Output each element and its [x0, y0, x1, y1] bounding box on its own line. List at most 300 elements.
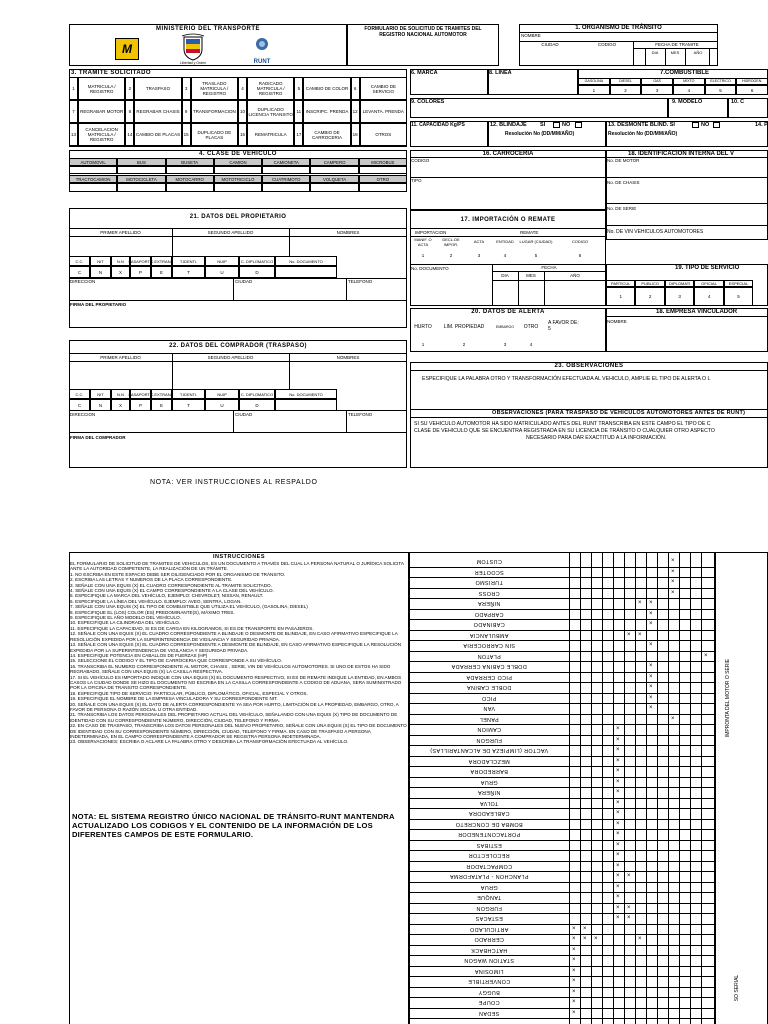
x-mark-icon: × — [649, 600, 653, 606]
prop-segundo-apellido-input[interactable] — [173, 237, 288, 255]
observaciones-input[interactable] — [411, 384, 767, 408]
clase-option-checkbox[interactable] — [262, 166, 310, 174]
prop-telefono-input[interactable] — [347, 285, 406, 299]
body-col-line — [580, 552, 581, 1024]
tramite-option-label: CAMBIO DE COLOR — [303, 77, 350, 100]
doc-type-option[interactable]: E — [151, 399, 172, 411]
body-type-label: PORTACONTENEDOR — [457, 831, 521, 837]
clase-option-checkbox[interactable] — [310, 166, 358, 174]
body-row-line — [409, 924, 715, 925]
x-mark-icon: × — [671, 558, 675, 564]
instruction-item: 17. SI EL VEHÍCULO ES IMPORTADO INDIQUE CON UNA EQUIS (X) EL DOCUMENTO RESPECTIVO, SI ES DE REMATE INDIQUE LA ENTIDAD, EN AMBOS CASOS LA CIUDAD DONDE SE HIZO EL DOCUMENTO NO ESCRIBA EN LA CASILLA CORRESPONDIENTE A CODIGO DE ADUANA, SERA SUMINISTRADO POR LA OFICINA DE TRANSITO CORRESPONDIENTE. — [70, 674, 402, 691]
doc-type-option[interactable]: X — [111, 399, 130, 411]
capacidad-label: 11. CAPACIDAD Kg/PS — [411, 122, 465, 128]
tramite-number[interactable]: 15 — [182, 123, 191, 146]
combustible-option[interactable]: 4 — [673, 85, 705, 95]
body-row-line — [409, 567, 715, 568]
x-mark-icon: × — [616, 810, 620, 816]
body-row-line — [409, 577, 715, 578]
clase-option-checkbox[interactable] — [359, 166, 407, 174]
empresa-nombre-label: NOMBRE — [607, 319, 627, 324]
clase-option-label: BUSETA — [166, 158, 214, 166]
x-mark-icon: × — [638, 936, 642, 942]
body-row-line — [409, 955, 715, 956]
doc-type-label: No. DOCUMENTO — [275, 256, 337, 266]
tramite-option-label: TRASPASO — [134, 77, 181, 100]
servicio-option-label: PARTICUL — [606, 280, 635, 287]
doc-type-label: NUIP — [205, 256, 239, 266]
doc-type-option[interactable]: T — [172, 399, 205, 411]
instruction-item: 6. ESPECIFIQUE LA LÍNEA DEL VEHÍCULO. EJEMPLO: AVEO, SENTRA, LOGAN. — [70, 598, 242, 604]
organismo-nombre-input[interactable] — [545, 33, 717, 41]
tramite-number[interactable]: 8 — [125, 100, 134, 123]
x-mark-icon: × — [671, 568, 675, 575]
alerta-option[interactable]: 3 — [503, 342, 507, 347]
body-type-label: DOBLE CABINA CERRADA — [451, 663, 527, 669]
instruction-item: 11. ESPECIFIQUE LA CAPACIDAD, SI ES DE CARGA EN KILOGRAMOS, SI ES DE TRANSPORTE EN PASAJEROS. — [70, 625, 314, 631]
imp-no-doc-input[interactable] — [411, 272, 491, 305]
x-mark-icon: × — [616, 873, 620, 879]
clase-option-checkbox[interactable] — [166, 166, 214, 174]
x-mark-icon: × — [627, 631, 631, 638]
body-row-line — [409, 861, 715, 862]
body-type-label: NIÑERA — [477, 600, 501, 606]
doc-number-input[interactable] — [275, 399, 337, 411]
instrucciones-nota-final: NOTA: EL SISTEMA REGISTRO ÚNICO NACIONAL DE TRÁNSITO-RUNT MANTENDRA ACTUALIZADO LOS CODIGOS Y EL CONTENIDO DE LA INFORMACIÓN DE LOS DIFERENTES CAMPOS DE ESTE FORMULARIO. — [72, 812, 395, 839]
alerta-option[interactable]: 1 — [421, 342, 425, 347]
body-type-label: CERRADO — [474, 936, 504, 942]
servicio-option[interactable]: 3 — [665, 287, 694, 306]
importacion-option-label: DECL.DE IMPOR. — [442, 236, 460, 247]
doc-type-label: T.IDENTI. — [172, 389, 205, 399]
instruction-item: 1. NO ESCRIBA EN ESTE ESPACIO DEBE SER DILIGENCIADO POR EL ORGANISMO DE TRÁNSITO. — [70, 571, 286, 577]
imp-ano-label: AÑO — [570, 273, 580, 278]
colores-field[interactable] — [410, 98, 668, 118]
tramite-number[interactable]: 14 — [125, 123, 134, 146]
alerta-option[interactable]: 4 — [529, 342, 533, 347]
instruction-item: 12. SEÑALE CON UNA EQUIS (X) EL CUADRO CORRESPONDIENTE A BLINDAJE O DESMONTE DE BLINDAJE, EN CASO AFIRMATIVO ESPECIFIQUE LA RESOLUCIÓN EXPEDIDA POR LA SUPERINTENDENCIA DE VIGILANCIA Y SEGURIDAD PRIVADA. — [70, 631, 398, 642]
fecha-mes-label: MES — [670, 50, 680, 55]
ministry-logo: M — [115, 38, 139, 60]
clase-option-label: TRACTOCAMION — [69, 175, 117, 183]
body-type-label: VAN — [483, 705, 495, 711]
x-mark-icon: × — [583, 936, 587, 942]
comp-telefono-input[interactable] — [347, 418, 406, 431]
doc-type-option[interactable]: X — [111, 266, 130, 278]
alerta-favor-input[interactable] — [548, 332, 604, 350]
imp-mes-label: MES — [526, 273, 536, 278]
clase-option-label: CUATRIMOTO — [262, 175, 310, 183]
imp-fecha-label: FECHA — [541, 265, 557, 270]
body-type-label: TURISMO — [475, 579, 503, 585]
carroceria-tipo-input[interactable] — [411, 184, 605, 208]
tramite-option-label: MATRICULA / REGISTRO — [78, 77, 125, 100]
desmonte-label: 13. DESMONTE BLIND. SI — [608, 122, 675, 128]
body-row-line — [409, 693, 715, 694]
x-mark-icon: × — [649, 621, 653, 627]
x-mark-icon: × — [638, 631, 642, 638]
x-mark-icon: × — [649, 694, 653, 701]
clase-option-label: MOTOCARRO — [166, 175, 214, 183]
prop-firma-input[interactable] — [70, 308, 406, 327]
body-col-line — [624, 552, 625, 1024]
x-mark-icon: × — [572, 1009, 576, 1016]
clase-option-checkbox[interactable] — [117, 183, 165, 192]
carroceria-codigo-label: CODIGO — [411, 158, 430, 163]
body-row-line — [409, 630, 715, 631]
x-mark-icon: × — [616, 789, 620, 795]
body-type-label: CABLEADORA — [468, 810, 510, 816]
x-mark-icon: × — [627, 915, 631, 921]
organismo-codigo-label: CODIGO — [597, 42, 617, 47]
body-col-line — [668, 552, 669, 1024]
doc-type-label: PASAPORTE — [130, 256, 151, 266]
x-mark-icon: × — [649, 684, 653, 690]
instruction-item: EL FORMULARIO DE SOLICITUD DE TRAMITES DE VEHICULOS, ES UN DOCUMENTO A TRAVÉS DEL CUAL LA PERSONA NATURAL O JURÍDICA SOLICITA ANTE LA AUTORIDAD COMPETENTE, LA REALIZACIÓN DE UN TRÁMITE. — [70, 561, 404, 572]
instruction-item: 8. ESPECIFIQUE EL (LOS) COLOR (ES) PREDOMINANTE(S), MÁXIMO TRES. — [70, 609, 235, 615]
chasis-input[interactable] — [607, 186, 767, 202]
alerta-favor-label: A FAVOR DE: — [548, 320, 579, 326]
instruction-item: 13. SEÑALE CON UNA EQUIS (X) EL CUADRO CORRESPONDIENTE A DESMONTE DE BLINDAJE, EN CASO AFIRMATIVO ESPECIFIQUE LA RESOLUCIÓN EXPEDIDA POR LA SUPERINTENDENCIA DE VIGILANCIA Y SEGURIDAD PRIVADA. — [70, 642, 402, 653]
tramite-number[interactable]: 3 — [182, 77, 191, 100]
doc-type-label: NUIP — [205, 389, 239, 399]
serie-input[interactable] — [607, 212, 767, 224]
tramite-number[interactable]: 4 — [238, 77, 247, 100]
combustible-option[interactable]: 2 — [610, 85, 642, 95]
tramite-option-label: INSCRIPC. PRENDA — [303, 100, 350, 123]
tramite-number[interactable]: 6 — [351, 77, 360, 100]
doc-type-option[interactable]: E — [151, 266, 172, 278]
tramite-option-label: DUPLICADO DE PLACAS — [191, 123, 238, 146]
x-mark-icon: × — [627, 904, 631, 911]
body-row-line — [409, 756, 715, 757]
desmonte-si-checkbox[interactable] — [692, 122, 699, 128]
prop-primer-apellido-input[interactable] — [70, 237, 171, 255]
clase-option-label: BUS — [117, 158, 165, 166]
instruction-item: 14. ESPECIFIQUE POTENCIA EN CABALLOS DE FUERZAS (HP) — [70, 652, 208, 658]
colombia-shield-icon — [180, 33, 206, 63]
colores-label: 9. COLORES — [411, 99, 445, 105]
doc-type-option[interactable]: P — [130, 266, 151, 278]
x-mark-icon: × — [616, 736, 620, 743]
tramite-number[interactable]: 5 — [294, 77, 303, 100]
body-row-line — [409, 588, 715, 589]
linea-label: 8. LINEA — [489, 70, 512, 76]
instrucciones-title: INSTRUCCIONES — [212, 554, 266, 560]
tramite-number[interactable]: 1 — [69, 77, 78, 100]
desmonte-no-label: NO — [701, 122, 710, 128]
body-row-line — [409, 682, 715, 683]
prop-direccion-input[interactable] — [70, 285, 232, 299]
carroceria-codigo-input[interactable] — [411, 164, 605, 176]
tramite-number[interactable]: 11 — [294, 100, 303, 123]
body-row-line — [409, 724, 715, 725]
prop-telefono-label: TELEFONO — [348, 279, 373, 284]
instruction-item: 20. SEÑALE CON UNA EQUIS (X) EL DATO DE ALERTA CORRESPONDIENTE YA SEA POR HURTO, LIMITACIÓN DE LA PROPIEDAD, EMBARGO, OTRO, A FAVOR DE PERSONA O RAZÓN SOCIAL U OTRA ENTIDAD. — [70, 701, 399, 712]
tramite-number[interactable]: 16 — [238, 123, 247, 146]
servicio-option[interactable]: 2 — [635, 287, 664, 306]
comp-primer-apellido-input[interactable] — [70, 362, 171, 388]
observaciones-traspaso-title: OBSERVACIONES (PARA TRASPASO DE VEHICULOS AUTOMOTORES ANTES DE RUNT) — [492, 410, 746, 416]
desmonte-resolucion-label: Resolución No (DD/MM/AÑO) — [608, 131, 678, 137]
x-mark-icon: × — [616, 799, 620, 806]
body-type-label: CABINADO — [473, 621, 505, 627]
servicio-option-label: ESPECIAL — [724, 280, 753, 287]
body-type-label: NIÑERA — [477, 789, 501, 795]
tramite-number[interactable]: 12 — [351, 100, 360, 123]
body-row-line — [409, 777, 715, 778]
imp-no-doc-label: No. DOCUMENTO — [411, 266, 449, 271]
body-row-line — [409, 609, 715, 610]
x-mark-icon: × — [572, 957, 576, 963]
importacion-option[interactable]: 2 — [449, 253, 453, 258]
doc-type-option[interactable]: U — [205, 399, 239, 411]
alerta-option[interactable]: 2 — [462, 342, 466, 347]
body-type-label: ESTACAS — [475, 915, 503, 921]
clase-option-checkbox[interactable] — [262, 183, 310, 192]
doc-type-label: PASAPORTE — [130, 389, 151, 399]
x-mark-icon: × — [572, 967, 576, 974]
servicio-option[interactable]: 5 — [724, 287, 753, 306]
body-row-line — [409, 892, 715, 893]
body-row-line — [409, 987, 715, 988]
doc-type-label: N.N — [111, 389, 130, 399]
body-type-label: CAMION — [477, 726, 501, 732]
combustible-option-label: ELECTRICO — [705, 78, 737, 85]
prop-nombres-input[interactable] — [290, 237, 406, 255]
tramite-option-label: TRASLADO MATRICULA / REGISTRO — [191, 77, 238, 100]
doc-type-option[interactable]: P — [130, 399, 151, 411]
clase-option-checkbox[interactable] — [310, 183, 358, 192]
blindaje-no-checkbox[interactable] — [575, 122, 582, 128]
importacion-option[interactable]: 5 — [534, 253, 538, 258]
observaciones-traspaso-input[interactable] — [411, 442, 767, 467]
body-col-line — [591, 552, 592, 1024]
tramite-title: 3. TRAMITE SOLICITADO — [71, 70, 151, 76]
body-type-label: AMBULANCIA — [469, 631, 509, 638]
serial-label: SO SERIAL — [734, 974, 740, 1002]
body-type-label: BUGGY — [478, 988, 500, 995]
x-mark-icon: × — [649, 673, 653, 680]
tramite-number[interactable]: 2 — [125, 77, 134, 100]
clase-option-checkbox[interactable] — [166, 183, 214, 192]
body-row-line — [409, 882, 715, 883]
combustible-option[interactable]: 5 — [705, 85, 737, 95]
x-mark-icon: × — [616, 820, 620, 827]
comp-firma-input[interactable] — [70, 442, 406, 467]
combustible-option[interactable]: 6 — [736, 85, 768, 95]
x-mark-icon: × — [572, 988, 576, 995]
servicio-option-label: DIPLOMATI — [665, 280, 694, 287]
doc-type-label: C. DIPLOMATICO — [239, 389, 275, 399]
body-type-label: STATION WAGON — [463, 957, 515, 963]
body-type-label: ESTIBAS — [476, 841, 502, 848]
doc-type-option[interactable]: N — [90, 266, 111, 278]
imp-dia-label: DIA — [501, 273, 509, 278]
motor-input[interactable] — [607, 164, 767, 176]
comp-firma-label: FIRMA DEL COMPRADOR — [70, 435, 126, 440]
blindaje-label: 12. BLINDAJE — [490, 122, 527, 128]
x-mark-icon: × — [671, 589, 675, 596]
doc-type-label: No. DOCUMENTO — [275, 389, 337, 399]
x-mark-icon: × — [616, 831, 620, 837]
doc-type-label: C.C. — [69, 389, 90, 399]
observaciones-traspaso-text3: NECESARIO PARA DAR EXACTITUD A LA INFORMACIÓN. — [526, 435, 667, 441]
body-row-line — [409, 913, 715, 914]
body-row-line — [409, 819, 715, 820]
blindaje-si-checkbox[interactable] — [553, 122, 560, 128]
x-mark-icon: × — [649, 663, 653, 669]
doc-type-option[interactable]: C — [69, 399, 90, 411]
tramite-number[interactable]: 9 — [182, 100, 191, 123]
body-type-label: PICO CERRADA — [466, 673, 512, 680]
body-type-label: CARPADO — [474, 610, 504, 617]
combustible-option[interactable]: 3 — [641, 85, 673, 95]
organismo-ciudad-input[interactable] — [520, 49, 632, 65]
doc-type-option[interactable]: C — [69, 266, 90, 278]
doc-type-label: C.EXTRANJ — [151, 256, 172, 266]
nota-respaldo: NOTA: VER INSTRUCCIONES AL RESPALDO — [150, 479, 318, 486]
form-title-line2: REGISTRO NACIONAL AUTOMOTOR — [379, 32, 467, 38]
empresa-nombre-input[interactable] — [607, 325, 767, 351]
potencia-label: 14. P — [755, 122, 768, 128]
body-type-label: GRUA — [480, 778, 498, 785]
body-type-label: PLANCHON - PLATAFORMA — [449, 873, 529, 879]
serie-label: No. DE SERIE — [607, 206, 637, 211]
doc-type-label: T.IDENTI. — [172, 256, 205, 266]
clase-option-checkbox[interactable] — [214, 183, 262, 192]
clase-option-checkbox[interactable] — [69, 183, 117, 192]
clase-option-label: VOLQUETA — [310, 175, 358, 183]
runt-text: RUNT — [253, 59, 271, 65]
doc-type-option[interactable]: N — [90, 399, 111, 411]
servicio-option[interactable]: 1 — [606, 287, 635, 306]
comp-segundo-apellido-input[interactable] — [173, 362, 288, 388]
importacion-option[interactable]: 1 — [421, 253, 425, 258]
tramite-number[interactable]: 18 — [351, 123, 360, 146]
importacion-option[interactable]: 6 — [578, 253, 582, 258]
tramite-option-label: LEVANTA. PRENDA — [360, 100, 407, 123]
comp-nombres-input[interactable] — [290, 362, 406, 388]
doc-type-option[interactable]: D — [239, 399, 275, 411]
body-type-label: BOMBA DE CONCRETO — [455, 820, 523, 827]
body-type-label: PANEL — [479, 715, 499, 722]
comp-direccion-input[interactable] — [70, 418, 232, 431]
prop-nombres-label: NOMBRES — [336, 230, 360, 235]
x-mark-icon: × — [616, 894, 620, 900]
shield-caption: Libertad y Orden — [179, 61, 207, 65]
body-row-line — [409, 903, 715, 904]
doc-number-input[interactable] — [275, 266, 337, 278]
body-col-line — [569, 552, 570, 1024]
doc-type-option[interactable]: T — [172, 266, 205, 278]
tramite-option-label: CAMBIO DE CARROCERIA — [303, 123, 350, 146]
body-type-label: CUSTOM — [476, 558, 502, 564]
clase-option-checkbox[interactable] — [359, 183, 407, 192]
organismo-nombre-label: NOMBRE — [521, 33, 541, 38]
prop-segundo-apellido-label: SEGUNDO APELLIDO — [207, 230, 254, 235]
tramite-number[interactable]: 13 — [69, 123, 78, 146]
identificacion-title: 18. IDENTIFICACION INTERNA DEL V — [628, 151, 735, 157]
body-row-line — [409, 997, 715, 998]
tramite-number[interactable]: 10 — [238, 100, 247, 123]
servicio-option[interactable]: 4 — [694, 287, 723, 306]
x-mark-icon: × — [616, 747, 620, 753]
servicio-option-label: PUBLICO — [635, 280, 664, 287]
combustible-option-label: GASOLINA — [578, 78, 610, 85]
body-type-label: VACTOR (LIMPIEZA DE ALCANTARILLAS) — [429, 747, 549, 753]
alerta-option-label: HURTO — [414, 323, 432, 330]
clase-option-label: OTRO — [359, 175, 407, 183]
tramite-number[interactable]: 7 — [69, 100, 78, 123]
doc-type-option[interactable]: U — [205, 266, 239, 278]
x-mark-icon: × — [704, 652, 708, 659]
importacion-option[interactable]: 3 — [477, 253, 481, 258]
importacion-option-label: MANIF. O ACTA — [414, 236, 432, 247]
body-col-line — [646, 552, 647, 1024]
ministry-title: MINISTERIO DEL TRANSPORTE — [155, 26, 261, 32]
doc-type-label: NIT — [90, 389, 111, 399]
comp-primer-apellido-label: PRIMER APELLIDO — [100, 355, 141, 360]
tramite-number[interactable]: 17 — [294, 123, 303, 146]
clase-option-label: CAMION — [214, 158, 262, 166]
instruction-item: 21. TRANSCRIBA LOS DATOS PERSONALES DEL PROPIETARIO ACTUAL DEL VEHÍCULO, SEÑALANDO CON UNA EQUIS (X) TIPO DE DOCUMENTO DE IDENTIDAD CON SU CORRESPONDIENTE NÚMERO, DIRECCIÓN, CIUDAD, TELEFONO Y FIRMA. — [70, 712, 398, 723]
body-row-line — [409, 976, 715, 977]
tramite-option-label: CANCELACION MATRICULA / REGISTRO — [78, 123, 125, 146]
x-mark-icon: × — [583, 925, 587, 932]
body-row-line — [409, 934, 715, 935]
body-row-line — [409, 703, 715, 704]
body-col-line — [690, 552, 691, 1024]
clase-title: 4. CLASE DE VEHICULO — [199, 151, 277, 157]
clase-option-label: CAMPERO — [310, 158, 358, 166]
body-type-label: SIN CARROCERIA — [462, 642, 516, 648]
combustible-option[interactable]: 1 — [578, 85, 610, 95]
carroceria-tipo-label: TIPO — [411, 178, 422, 183]
impronta-label: IMPRONTA DEL MOTOR O SERIE — [725, 658, 731, 738]
prop-ciudad-input[interactable] — [234, 285, 345, 299]
blindaje-no-label: NO — [562, 122, 571, 128]
body-type-label: PLATON — [477, 652, 501, 659]
x-mark-icon: × — [616, 904, 620, 911]
clase-option-checkbox[interactable] — [214, 166, 262, 174]
vin-label: No. DE VIN VEHICULOS AUTOMOTORES — [607, 229, 704, 235]
modelo-label: 9. MODELO — [672, 99, 703, 105]
x-mark-icon: × — [572, 936, 576, 942]
desmonte-no-checkbox[interactable] — [713, 122, 720, 128]
instruction-item: 15. SELECCIONE EL CODIGO Y EL TIPO DE CARROCERIA QUE CORRESPONDE A SU VEHÍCULO. — [70, 658, 283, 664]
x-mark-icon: × — [572, 925, 576, 932]
clase-option-checkbox[interactable] — [69, 166, 117, 174]
doc-type-option[interactable]: D — [239, 266, 275, 278]
x-mark-icon: × — [616, 915, 620, 921]
observaciones-traspaso-text1: SI SU VEHICULO AUTOMOTOR HA SIDO MATRICULADO ANTES DEL RUNT TRANSCRIBA EN ESTE CAMPO EL TIPO DE C — [414, 421, 711, 427]
clase-option-checkbox[interactable] — [117, 166, 165, 174]
body-row-line — [409, 672, 715, 673]
body-type-label: BARREDORA — [470, 768, 508, 774]
comp-ciudad-input[interactable] — [234, 418, 345, 431]
instruction-item: 7. SEÑALE CON UNA EQUIS (X) EL TIPO DE COMBUSTIBLE QUE UTILIZA EL VEHÍCULO, (GASOLINA, DIESEL) — [70, 604, 308, 610]
organismo-fecha-label: FECHA DE TRAMITE — [655, 42, 699, 47]
doc-type-label: C.C. — [69, 256, 90, 266]
body-type-label: FURGON — [476, 904, 502, 911]
body-col-line — [602, 552, 603, 1024]
instrucciones-list — [70, 561, 407, 745]
doc-type-label: N.N — [111, 256, 130, 266]
importacion-option[interactable]: 4 — [503, 253, 507, 258]
clase-option-label: MICROBUS — [359, 158, 407, 166]
instruction-item: 19. ESPECIFIQUE EL NOMBRE DE LA EMPRESA VINCULADORA Y SU CORRESPONDIENTE NIT. — [70, 696, 278, 702]
